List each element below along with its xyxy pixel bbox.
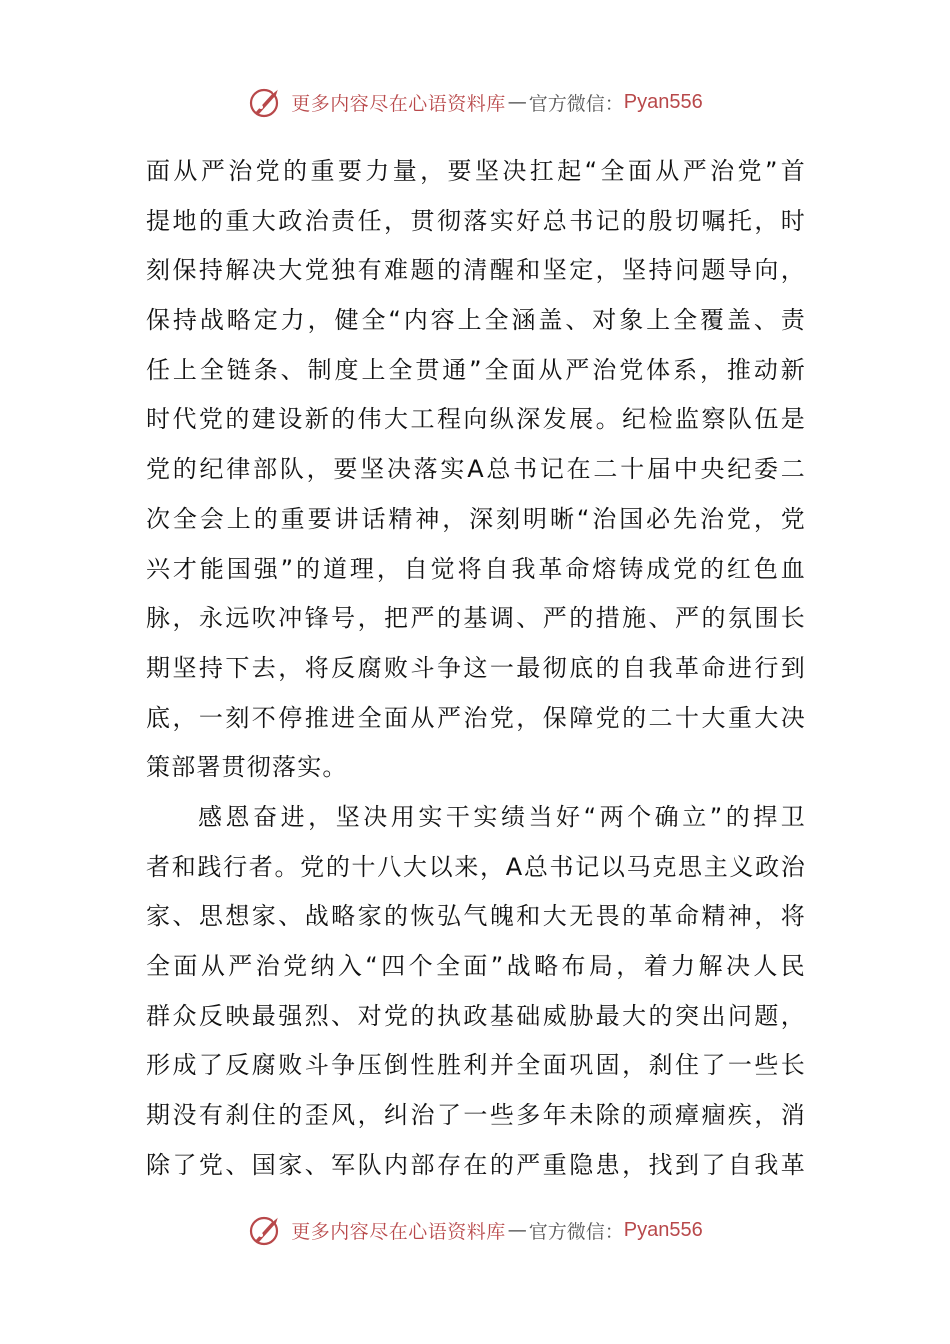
banner-title: 更多内容尽在心语资料库: [291, 1220, 506, 1243]
text-line: 次全会上的重要讲话精神，深刻明晰“治国必先治党，党: [146, 504, 806, 533]
text-line: 期没有刹住的歪风，纠治了一些多年未除的顽瘴痼疾，消: [146, 1101, 806, 1130]
text-line: 策部署贯彻落实。: [146, 753, 348, 782]
text-line: 保持战略定力，健全“内容上全涵盖、对象上全覆盖、责: [146, 306, 806, 335]
text-line: 底，一刻不停推进全面从严治党，保障党的二十大重大决: [146, 703, 806, 732]
paragraph-1: [146, 147, 806, 793]
text-line: 者和践行者。党的十八大以来，A总书记以马克思主义政治: [146, 852, 806, 881]
text-line: 兴才能国强”的道理，自觉将自我革命熔铸成党的红色血: [146, 554, 806, 583]
text-line: 刻保持解决大党独有难题的清醒和坚定，坚持问题导向，: [146, 256, 806, 285]
text-line: 全面从严治党纳入“四个全面”战略布局，着力解决人民: [146, 952, 806, 980]
paragraph-2: [146, 793, 806, 1191]
text-line: 时代党的建设新的伟大工程向纵深发展。纪检监察队伍是: [146, 405, 806, 434]
banner-wechat-id: Pyan556: [623, 90, 703, 113]
text-line: 除了党、国家、军队内部存在的严重隐患，找到了自我革: [146, 1150, 806, 1179]
text-line: 党的纪律部队，要坚决落实A总书记在二十届中央纪委二: [146, 455, 806, 484]
document-body: [146, 147, 806, 1190]
banner-wechat-label: 官方微信：: [528, 92, 624, 115]
text-line: 家、思想家、战略家的恢弘气魄和大无畏的革命精神，将: [146, 902, 806, 931]
header-watermark-banner: [0, 82, 950, 122]
text-line: 脉，永远吹冲锋号，把严的基调、严的措施、严的氛围长: [146, 604, 806, 633]
banner-separator: —: [507, 91, 527, 113]
banner-wechat-label: 官方微信：: [528, 1220, 624, 1243]
pen-logo-icon: [247, 1211, 285, 1249]
banner-separator: —: [507, 1219, 527, 1241]
text-line: 任上全链条、制度上全贯通”全面从严治党体系，推动新: [146, 355, 806, 384]
text-line: 期坚持下去，将反腐败斗争这一最彻底的自我革命进行到: [146, 653, 806, 682]
text-line: 群众反映最强烈、对党的执政基础威胁最大的突出问题，: [146, 1001, 806, 1030]
text-line: 形成了反腐败斗争压倒性胜利并全面巩固，刹住了一些长: [146, 1051, 806, 1080]
banner-title: 更多内容尽在心语资料库: [291, 92, 506, 115]
banner-wechat-id: Pyan556: [623, 1218, 703, 1241]
footer-watermark-banner: [0, 1210, 950, 1250]
text-line: 面从严治党的重要力量，要坚决扛起“全面从严治党”首: [146, 157, 806, 185]
text-line: 感恩奋进，坚决用实干实绩当好“两个确立”的捍卫: [198, 802, 806, 831]
text-line: 提地的重大政治责任，贯彻落实好总书记的殷切嘱托，时: [146, 206, 806, 235]
pen-logo-icon: [247, 83, 285, 121]
